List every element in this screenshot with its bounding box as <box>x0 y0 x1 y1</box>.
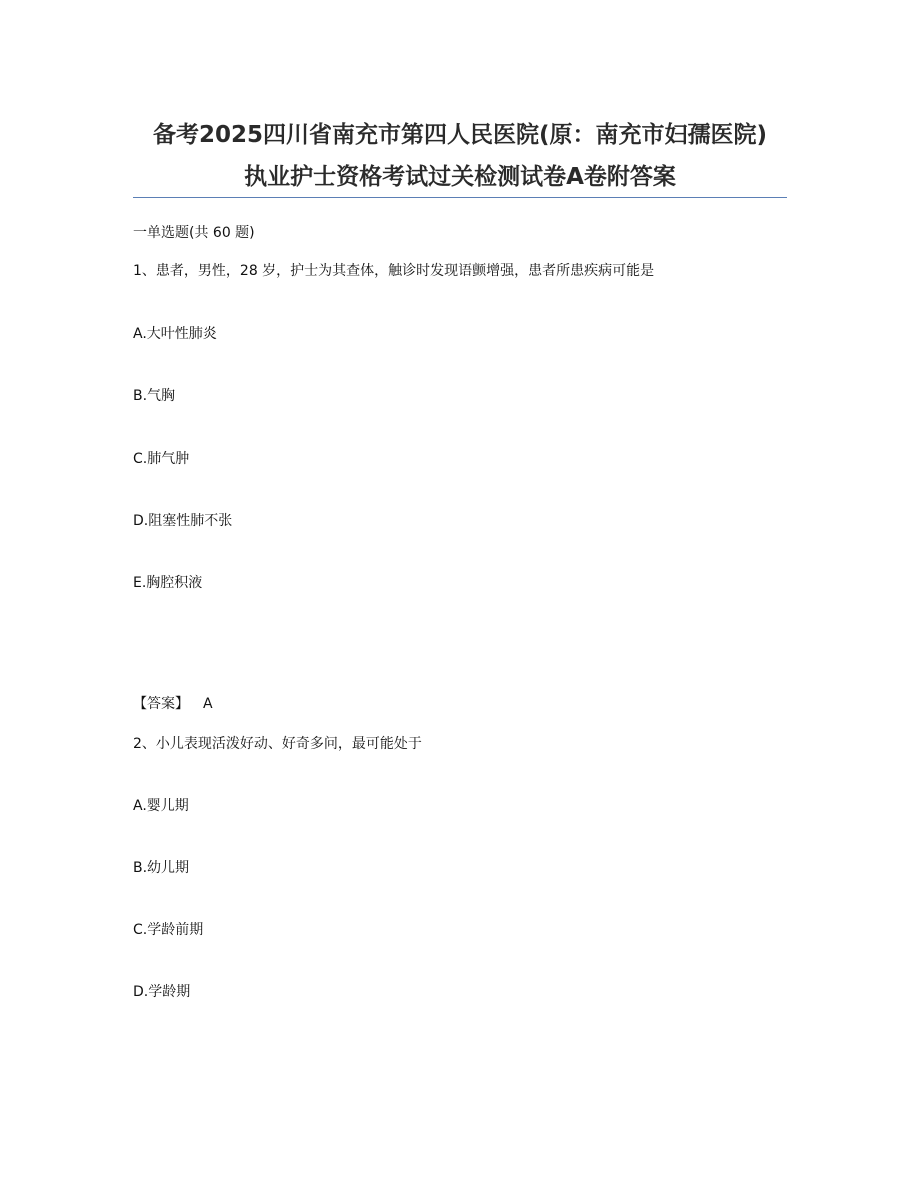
question-1-answer <box>133 695 213 713</box>
question-2-stem: 2、小儿表现活泼好动、好奇多问，最可能处于 <box>133 736 422 752</box>
answer-value: A <box>203 696 213 712</box>
answer-label: 【答案】 <box>133 696 189 712</box>
section-header: 一单选题(共 60 题) <box>133 225 255 241</box>
question-1-option-d: D.阻塞性肺不张 <box>133 513 233 529</box>
question-2-option-d: D.学龄期 <box>133 984 191 1000</box>
question-1-option-e: E.胸腔积液 <box>133 575 203 591</box>
document-title-line1: 备考2025四川省南充市第四人民医院(原：南充市妇孺医院) <box>152 122 768 148</box>
question-2-option-a: A.婴儿期 <box>133 798 189 814</box>
question-2-option-c: C.学龄前期 <box>133 922 204 938</box>
question-1-option-b: B.气胸 <box>133 388 176 404</box>
question-2-option-b: B.幼儿期 <box>133 860 190 876</box>
question-1-stem: 1、患者，男性，28 岁，护士为其查体，触诊时发现语颤增强，患者所患疾病可能是 <box>133 263 655 279</box>
document-title-line2: 执业护士资格考试过关检测试卷A卷附答案 <box>244 164 676 190</box>
question-1-option-a: A.大叶性肺炎 <box>133 326 217 342</box>
question-1-option-c: C.肺气肿 <box>133 451 190 467</box>
title-divider <box>133 197 787 198</box>
